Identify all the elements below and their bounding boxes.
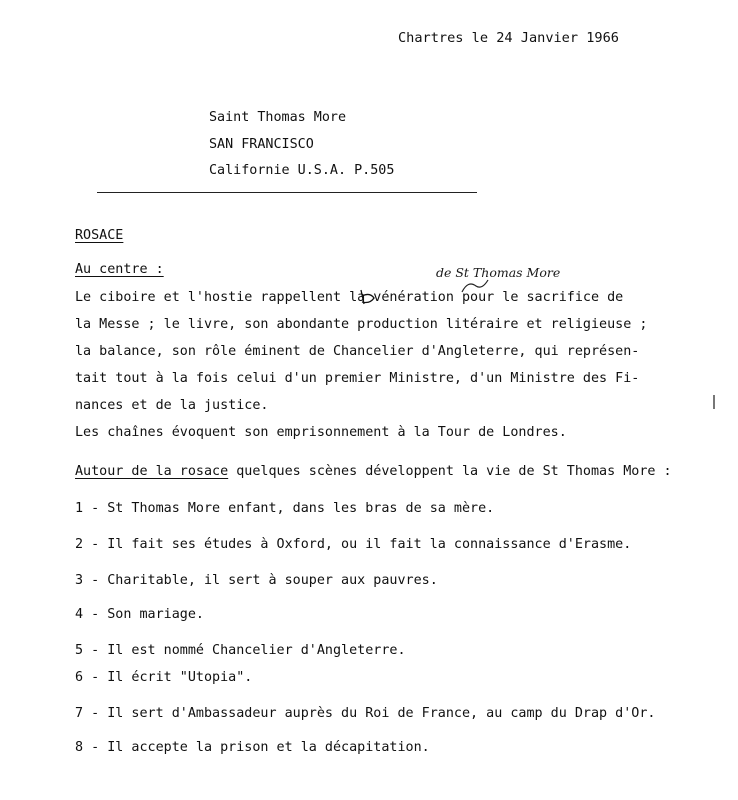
centre-line-1: Le ciboire et l'hostie rappellent la vénération pour le sacrifice de (75, 290, 624, 305)
scene-item-3: 3 - Charitable, il sert à souper aux pauvres. (75, 573, 438, 588)
section-title: ROSACE (75, 228, 124, 243)
letter-date: Chartres le 24 Janvier 1966 (398, 30, 619, 46)
scene-item-4: 4 - Son mariage. (75, 607, 204, 622)
scene-item-1: 1 - St Thomas More enfant, dans les bras de sa mère. (75, 501, 495, 516)
scene-item-7: 7 - Il sert d'Ambassadeur auprès du Roi de France, au camp du Drap d'Or. (75, 706, 656, 721)
margin-mark (713, 395, 715, 409)
recipient-city: SAN FRANCISCO (209, 137, 314, 152)
centre-line-3: la balance, son rôle éminent de Chancelier d'Angleterre, qui représen- (75, 344, 640, 359)
recipient-name: Saint Thomas More (209, 110, 347, 125)
centre-line-5: nances et de la justice. (75, 398, 269, 413)
scene-item-5: 5 - Il est nommé Chancelier d'Angleterre. (75, 643, 406, 658)
recipient-country: Californie U.S.A. P.505 (209, 163, 395, 178)
scene-item-6: 6 - Il écrit "Utopia". (75, 670, 253, 685)
centre-heading: Au centre : (75, 262, 164, 277)
scene-item-8: 8 - Il accepte la prison et la décapitation. (75, 740, 430, 755)
autour-heading-rest: quelques scènes développent la vie de St Thomas More : (228, 464, 672, 479)
centre-line-2: la Messe ; le livre, son abondante production litéraire et religieuse ; (75, 317, 648, 332)
address-divider (97, 192, 477, 193)
autour-heading (75, 464, 672, 480)
handwritten-insert: de St Thomas More (436, 265, 561, 280)
centre-line-6: Les chaînes évoquent son emprisonnement à la Tour de Londres. (75, 425, 567, 440)
autour-heading-underlined: Autour de la rosace (75, 464, 229, 479)
scene-item-2: 2 - Il fait ses études à Oxford, ou il fait la connaissance d'Erasme. (75, 537, 632, 552)
centre-line-4: tait tout à la fois celui d'un premier Ministre, d'un Ministre des Fi- (75, 371, 640, 386)
